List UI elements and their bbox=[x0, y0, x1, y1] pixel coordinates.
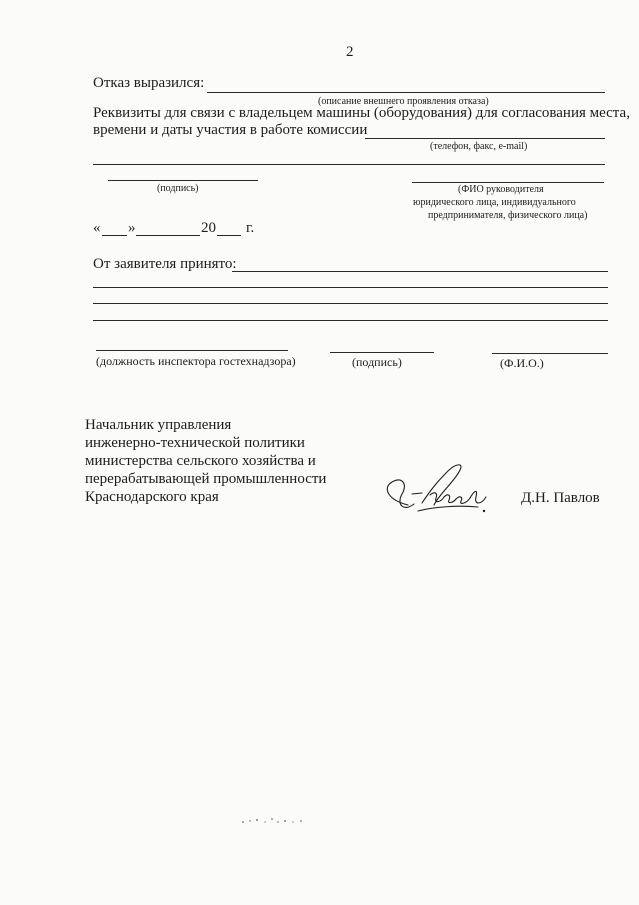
head-title-line-3: министерства сельского хозяйства и bbox=[85, 453, 316, 469]
owner-fio-caption-2: юридического лица, индивидуального bbox=[413, 197, 576, 208]
contacts-line-1: Реквизиты для связи с владельцем машины (оборудования) для согласования места, bbox=[93, 105, 630, 121]
page-number: 2 bbox=[346, 44, 354, 60]
refusal-label: Отказ выразился: bbox=[93, 75, 205, 91]
refusal-line bbox=[207, 92, 605, 93]
head-title-line-5: Краснодарского края bbox=[85, 489, 219, 505]
date-year-line bbox=[217, 235, 241, 236]
owner-sign-caption: (подпись) bbox=[157, 183, 199, 194]
handwritten-signature bbox=[378, 455, 496, 525]
received-line-0 bbox=[232, 271, 608, 272]
head-title-line-2: инженерно-технической политики bbox=[85, 435, 305, 451]
owner-fio-caption-3: предпринимателя, физического лица) bbox=[428, 210, 588, 221]
inspector-fio-line bbox=[492, 353, 608, 354]
inspector-sign-line bbox=[330, 352, 434, 353]
date-open-quote: « bbox=[93, 220, 101, 236]
head-title-line-4: перерабатывающей промышленности bbox=[85, 471, 327, 487]
inspector-position-line bbox=[96, 350, 288, 351]
head-title bbox=[85, 416, 326, 506]
head-title-line-1: Начальник управления bbox=[85, 417, 232, 433]
owner-fio-line bbox=[412, 182, 604, 183]
contacts-line-2: времени и даты участия в работе комиссии bbox=[93, 122, 368, 138]
owner-fio-caption-1: (ФИО руководителя bbox=[458, 184, 544, 195]
inspector-position-caption: (должность инспектора гостехнадзора) bbox=[96, 354, 296, 368]
received-label: От заявителя принято: bbox=[93, 256, 237, 272]
date-day-line bbox=[102, 235, 127, 236]
contacts-line-a bbox=[365, 138, 605, 139]
date-month-line bbox=[136, 235, 200, 236]
contacts-caption: (телефон, факс, e-mail) bbox=[430, 141, 528, 152]
inspector-sign-caption: (подпись) bbox=[352, 355, 402, 369]
date-close-quote: » bbox=[128, 220, 136, 236]
head-name: Д.Н. Павлов bbox=[521, 490, 600, 506]
refusal-caption: (описание внешнего проявления отказа) bbox=[318, 96, 489, 107]
date-year-suffix: г. bbox=[246, 220, 255, 236]
scan-specks bbox=[240, 815, 310, 827]
received-line-3 bbox=[93, 320, 608, 321]
received-line-1 bbox=[93, 287, 608, 288]
contacts-line-b bbox=[93, 164, 605, 165]
date-year-prefix: 20 bbox=[201, 220, 216, 236]
received-line-2 bbox=[93, 303, 608, 304]
inspector-fio-caption: (Ф.И.О.) bbox=[500, 356, 544, 370]
owner-sign-line bbox=[108, 180, 258, 181]
